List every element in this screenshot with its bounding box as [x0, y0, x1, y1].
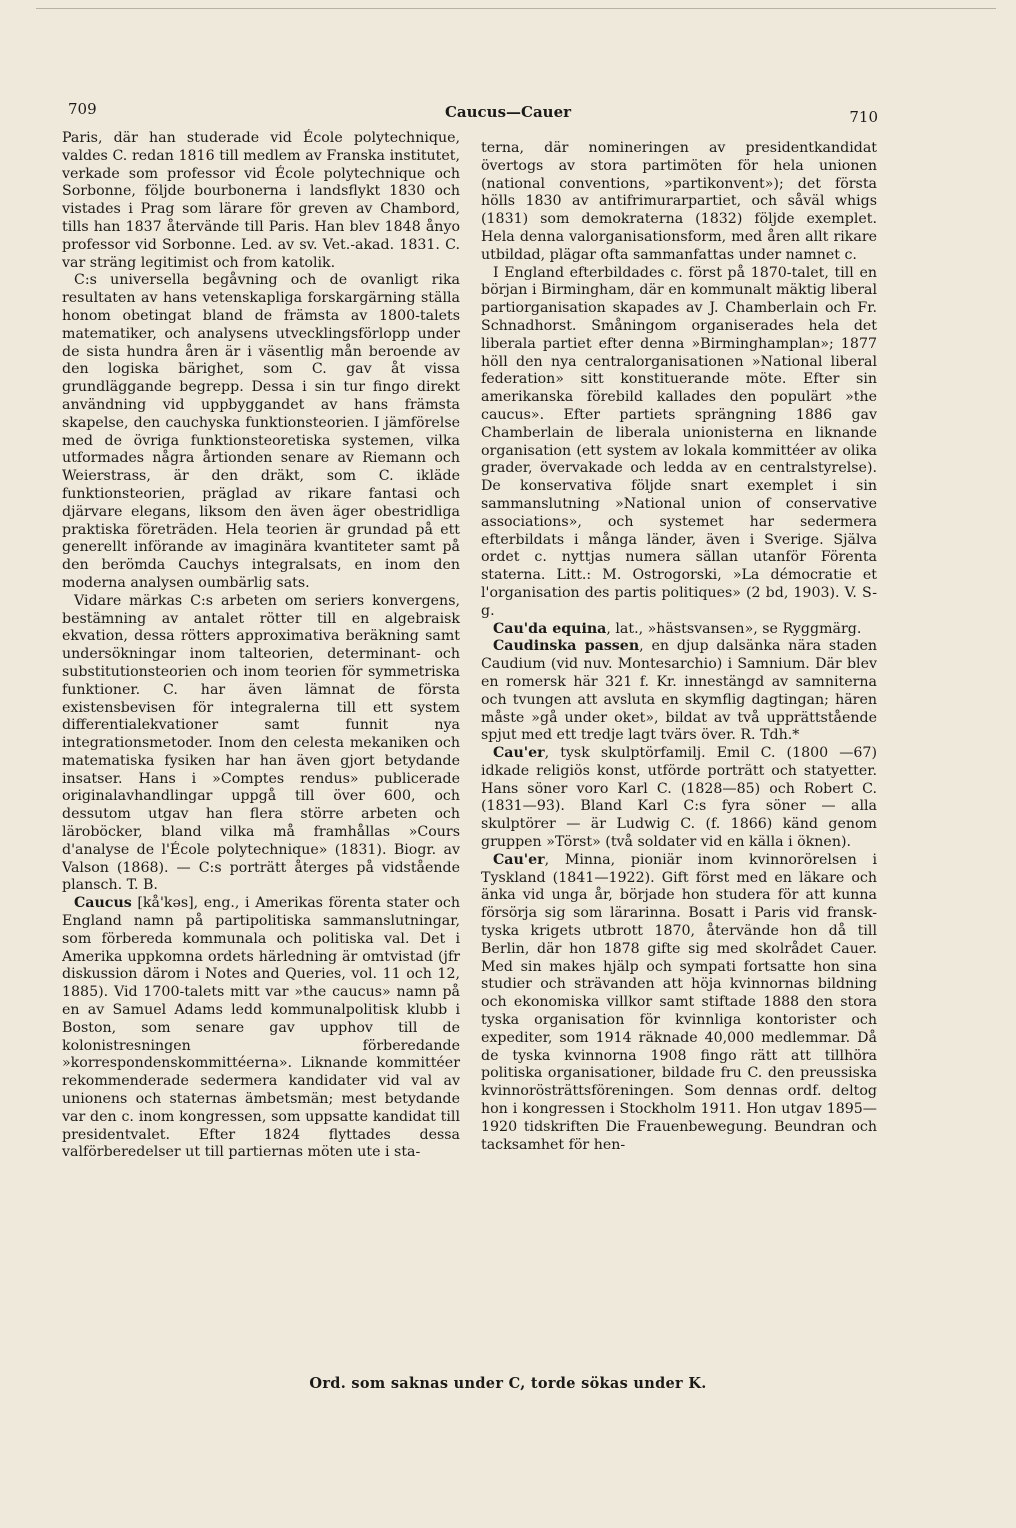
headword: Caudinska passen	[493, 638, 640, 655]
entry-cauer-family: Cau'er, tysk skulptörfamilj. Emil C. (1800 —67) idkade religiös konst, utförde porträtt och statyetter. Hans söner voro Karl C. (1828—85) och Robert C. (1831—93). Bland Karl C:s fyra söner — alla skulptörer — är Ludwig C. (f. 1866) känd genom gruppen »Törst» (två soldater vid en källa i öknen).	[481, 745, 877, 851]
entry-caucus: Caucus [kå'kəs], eng., i Amerikas förenta stater och England namn på partipolitiska sammanslutningar, som förbereda kommunala och politiska val. Det i Amerika uppkomna ordets härledning är omtvistad (jfr diskussion därom i Notes and Queries, vol. 11 och 12, 1885). Vid 1700-talets mitt var »the caucus» namn på en av Samuel Adams ledd kommunalpolitisk klubb i Boston, som senare gav upphov till de kolonistresningen förberedande »korrespondenskommittéerna». Liknande kommittéer rekommenderade sedermera kandidater vid val av unionens och staternas ämbetsmän; mest betydande var den c. inom kongressen, som uppsatte kandidat till presidentvalet. Efter 1824 flyttades dessa valförberedelser ut till partiernas möten ute i sta-	[62, 895, 460, 1161]
headword: Cau'er	[493, 745, 545, 762]
entry-caudinska-passen: Caudinska passen, en djup dalsänka nära staden Caudium (vid nuv. Montesarchio) i Samnium. Där blev en romersk här 321 f. Kr. innestängd av samniterna och tvungen att avsluta en skymflig dagtingan; hären måste »gå under oket», bildat av två upprättstående spjut med ett tredje lagt tvärs över. R. Tdh.*	[481, 638, 877, 744]
right-column	[481, 140, 877, 1154]
page-number-right: 710	[849, 108, 878, 126]
paragraph: I England efterbildades c. först på 1870-talet, till en början i Birmingham, där en kommunalt mäktig liberal partiorganisation skapades av J. Chamberlain och Fr. Schnadhorst. Småningom organiserades hela det liberala partiet efter denna »Birminghamplan»; 1877 höll den nya centralorganisationen »National liberal federation» sitt konstituerande möte. Efter sin amerikanska förebild kallades den populärt »the caucus». Efter partiets sprängning 1886 gav Chamberlain de liberala unionisterna en liknande organisation (ett system av lokala kommittéer av olika grader, övervakade och ledda av en centralstyrelse). De konservativa följde snart exemplet i sin sammanslutning »National union of conservative associations», och systemet har sedermera efterbildats i många länder, även i Sverige. Själva ordet c. nyttjas numera sällan utanför Förenta staterna. Litt.: M. Ostrogorski, »La démocratie et l'organisation des partis politiques» (2 bd, 1903). V. S-g.	[481, 264, 877, 619]
left-column	[62, 130, 460, 1162]
entry-cauda-equina: Cau'da equina, lat., »hästsvansen», se Ryggmärg.	[493, 620, 862, 637]
paragraph: terna, där nomineringen av presidentkandidat övertogs av stora partimöten för hela unionen (national conventions, »partikonvent»); det första hölls 1830 av antifrimurarpartiet, och såväl whigs (1831) som demokraterna (1832) följde exemplet. Hela denna valorganisationsform, med åren allt rikare utbildad, plägar ofta sammanfattas under namnet c.	[481, 140, 877, 263]
page-number-left: 709	[68, 100, 97, 118]
headword: Caucus	[74, 895, 132, 912]
paragraph: Vidare märkas C:s arbeten om seriers konvergens, bestämning av antalet rötter till en algebraisk ekvation, dessa rötters approximativa beräkning samt undersökningar inom talteorien, determinant- och substitutionsteorien och inom teorien för symmetriska funktioner. C. har även lämnat de första existensbevisen för integralerna till ett system differentialekvationer samt funnit nya integrationsmetoder. Inom den celesta mekaniken och matematiska fysiken har han även gjort betydande insatser. Hans i »Comptes rendus» publicerade originalavhandlingar uppgå till över 600, och dessutom utgav han flera större arbeten och läroböcker, bland vilka må framhållas »Cours d'analyse de l'École polytechnique» (1831). Biogr. av Valson (1868). — C:s porträtt återges på vidstående plansch. T. B.	[62, 592, 460, 894]
paragraph: Paris, där han studerade vid École polytechnique, valdes C. redan 1816 till medlem av Franska institutet, verkade som professor vid École polytechnique och Sorbonne, följde bourbonerna i landsflykt 1830 och vistades i Prag som lärare för greven av Chambord, tills han 1837 återvände till Paris. Han blev 1848 ånyo professor vid Sorbonne. Led. av sv. Vet.-akad. 1831. C. var sträng legitimist och from katolik.	[62, 130, 460, 271]
running-head: Caucus—Cauer	[444, 103, 572, 121]
paragraph: C:s universella begåvning och de ovanligt rika resultaten av hans vetenskapliga forskargärning ställa honom obetingat bland de främsta av 1800-talets matematiker, och analysens utvecklingsförlopp under de sista hundra åren är i väsentlig mån beroende av den logiska bärighet, som C. gav åt vissa grundläggande begrepp. Dessa i sin tur fingo direkt användning vid uppbyggandet av hans främsta skapelse, den cauchyska funktionsteorien. I jämförelse med de övriga funktionsteoretiska systemen, vilka utformades några årtionden senare av Riemann och Weierstrass, är den dräkt, som C. ikläde funktionsteorien, präglad av rikare fantasi och djärvare elegans, liksom den även äger obestridliga praktiska företräden. Hela teorien är grundad på ett generellt införande av imaginära kvantiteter samt på den berömda Cauchys integralsats, en inom den moderna analysen oumbärlig sats.	[62, 272, 460, 591]
entry-cauer-minna: Cau'er, Minna, pioniär inom kvinnorörelsen i Tyskland (1841—1922). Gift först med en läkare och änka vid unga år, började hon studera för att kunna försörja sig som lärarinna. Bosatt i Paris vid fransk-tyska krigets utbrott 1870, återvände hon då till Berlin, där hon 1878 gifte sig med skolrådet Cauer. Med sin makes hjälp och sympati fortsatte hon sina studier och strävanden att höja kvinnornas bildning och ekonomiska villkor samt stiftade 1888 den stora tyska organisation för kvinnliga kontorister och expediter, som 1914 räknade 40,000 medlemmar. Då de tyska kvinnorna 1908 fingo rätt att tillhöra politiska organisationer, bildade fru C. den preussiska kvinnorösträttsföreningen. Som dennas ordf. deltog hon i kongressen i Stockholm 1911. Hon utgav 1895—1920 tidskriften Die Frauenbewegung. Beundran och tacksamhet för hen-	[481, 851, 877, 1153]
headword: Cau'da equina	[493, 620, 607, 637]
headword: Cau'er	[493, 851, 545, 868]
top-rule	[36, 8, 996, 9]
footer-note: Ord. som saknas under C, torde sökas under K.	[309, 1375, 707, 1392]
